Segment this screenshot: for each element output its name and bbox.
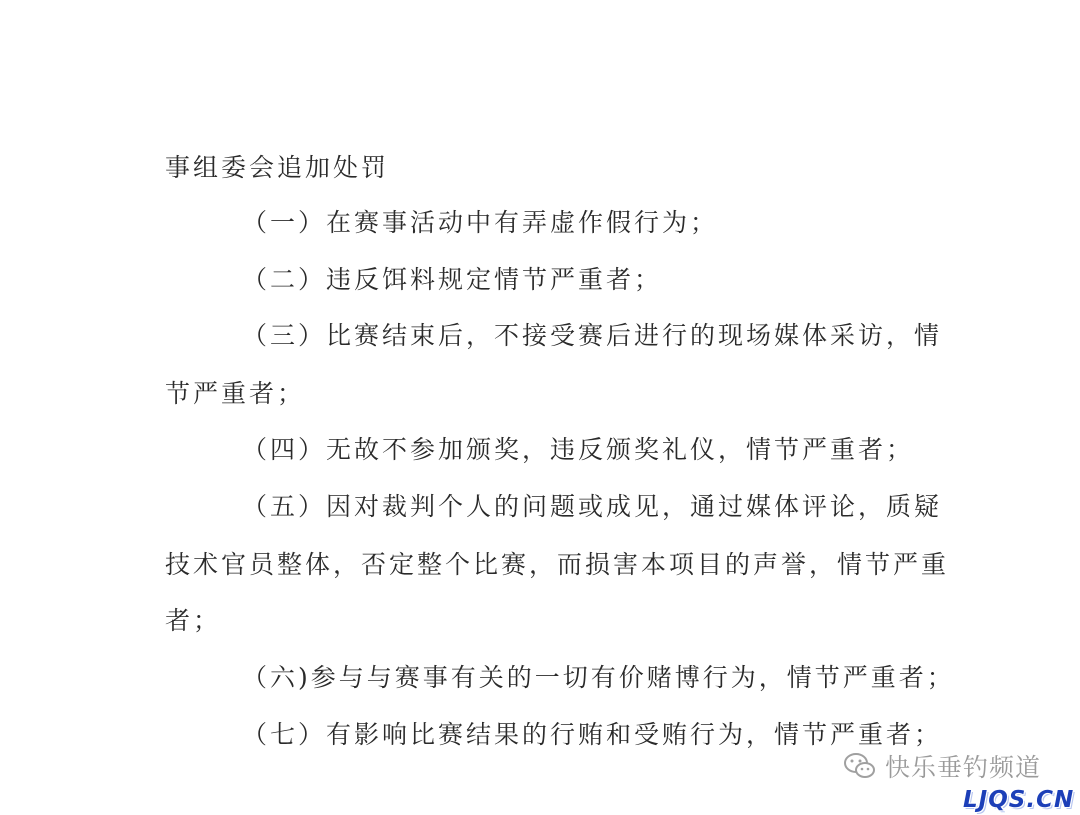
clause-5-line-2: 技术官员整体，否定整个比赛，而损害本项目的声誉，情节严重	[165, 550, 950, 579]
clause-7: （七）有影响比赛结果的行贿和受贿行为，情节严重者；	[242, 720, 943, 749]
text-line-continuation: 事组委会追加处罚	[165, 153, 390, 182]
clause-3-line-2: 节严重者；	[165, 379, 306, 408]
clause-5-line-1: （五）因对裁判个人的问题或成见，通过媒体评论，质疑	[242, 492, 943, 521]
clause-1: （一）在赛事活动中有弄虚作假行为；	[242, 208, 719, 237]
clause-5-line-3: 者；	[165, 606, 222, 635]
site-logo: LJQS.CN	[963, 787, 1075, 813]
clause-6: （六)参与与赛事有关的一切有价赌博行为，情节严重者；	[242, 663, 955, 692]
clause-3-line-1: （三）比赛结束后，不接受赛后进行的现场媒体采访，情	[242, 321, 943, 350]
watermark-text: 快乐垂钓频道	[885, 753, 1042, 782]
clause-2: （二）违反饵料规定情节严重者；	[242, 265, 663, 294]
watermark	[843, 748, 1041, 784]
wechat-icon	[843, 751, 877, 781]
clause-4: （四）无故不参加颁奖，违反颁奖礼仪，情节严重者；	[242, 435, 915, 464]
